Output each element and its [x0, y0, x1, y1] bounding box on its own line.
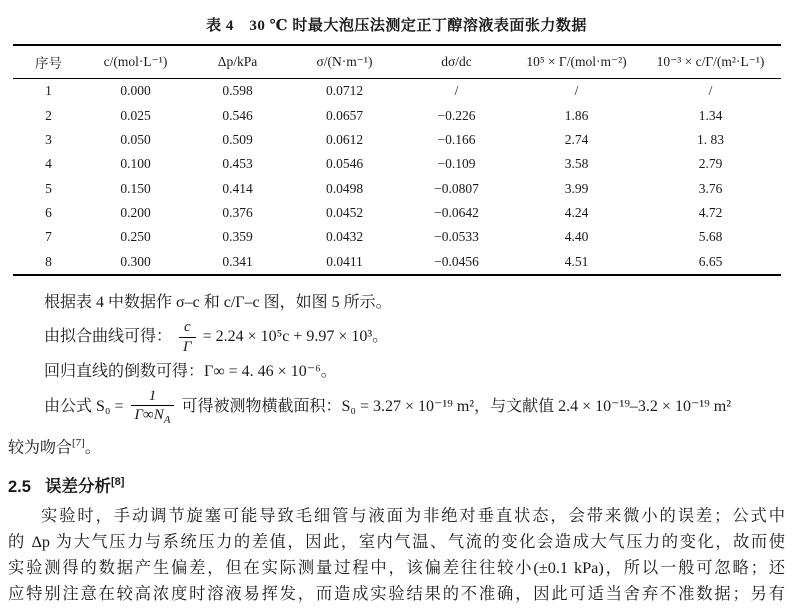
- table-cell: 4: [45, 156, 52, 172]
- table-cell: 3: [45, 131, 52, 147]
- table-cell: −0.0642: [434, 205, 479, 221]
- table-cell: −0.226: [437, 107, 476, 123]
- table-cell: 3.58: [564, 156, 589, 172]
- table-cell: 0.0432: [325, 229, 364, 245]
- paragraph-line: 的 Δp 为大气压力与系统压力的差值，因此，室内气温、气流的变化会造成大气压力的变化，故而使: [8, 532, 785, 552]
- paragraph-regression-result: 回归直线的倒数可得：Γ∞ = 4. 46 × 10⁻⁶。: [44, 362, 337, 380]
- table-cell: 1.34: [698, 107, 723, 123]
- table-cell: −0.0456: [434, 253, 479, 269]
- table-cell: 3.99: [564, 180, 589, 196]
- results-text-block: [8, 290, 785, 608]
- formula-prefix: 由公式 S₀ =: [44, 398, 124, 416]
- table-cell: 0.509: [222, 131, 253, 147]
- table-header-cell: c/(mol·L⁻¹): [85, 45, 187, 79]
- table-header-row: [13, 45, 781, 79]
- table-cell: 0.300: [120, 253, 151, 269]
- formula-cross-section: [8, 387, 785, 429]
- table-cell: −0.109: [437, 156, 476, 172]
- table-header-cell: 10⁵ × Γ/(mol·m⁻²): [513, 45, 641, 79]
- table-cell: 0.025: [120, 107, 151, 123]
- citation-8: [8]: [110, 476, 125, 489]
- formula-result: 可得被测物横截面积：S₀ = 3.27 × 10⁻¹⁹ m²，与文献值 2.4 × 10⁻¹⁹–3.2 × 10⁻¹⁹ m²: [181, 398, 732, 416]
- table-cell: 0.200: [120, 205, 151, 221]
- table-caption: 表 4 30 ℃ 时最大泡压法测定正丁醇溶液表面张力数据: [206, 18, 587, 34]
- table-row: [13, 79, 781, 104]
- table-cell: 1: [45, 83, 52, 99]
- section-number: 2.5: [8, 477, 31, 496]
- table-cell: 4.40: [564, 229, 589, 245]
- table-cell: 7: [45, 229, 52, 245]
- paragraph-figure-reference: 根据表 4 中数据作 σ–c 和 c/Γ–c 图，如图 5 所示。: [44, 294, 392, 311]
- formula-rhs: = 2.24 × 10⁵c + 9.97 × 10³。: [202, 328, 389, 346]
- table-cell: 1. 83: [697, 131, 724, 147]
- formula-fit-curve: [8, 318, 785, 357]
- table-cell: −0.166: [437, 131, 476, 147]
- table-row: [13, 201, 781, 225]
- table-row: [13, 250, 781, 275]
- fraction-denominator: Γ: [183, 338, 192, 355]
- table-cell: 0.0498: [325, 180, 364, 196]
- table-cell: 4.72: [698, 205, 723, 221]
- paragraph-literature-agreement: 较为吻合[7]。: [8, 437, 101, 457]
- table-cell: 3.76: [698, 180, 723, 196]
- table-cell: 0.341: [222, 253, 253, 269]
- table-cell: 0.359: [222, 229, 253, 245]
- table-cell: 5: [45, 180, 52, 196]
- error-analysis-paragraph: [8, 503, 785, 608]
- section-heading-error-analysis: [8, 469, 785, 500]
- paragraph-line: 实验测得的数据产生偏差，但在实际测量过程中，该偏差往往较小(±0.1 kPa)，所以一般可忽略；还: [8, 558, 785, 578]
- table-cell: −0.0807: [434, 180, 479, 196]
- fraction-numerator: 1: [131, 387, 175, 407]
- formula-prefix: 由拟合曲线可得：: [44, 328, 173, 346]
- table-row: [13, 177, 781, 201]
- table-cell: 0.0452: [325, 205, 364, 221]
- table-cell: 0.0712: [325, 83, 364, 99]
- table-cell: 0.100: [120, 156, 151, 172]
- table-cell: 0.250: [120, 229, 151, 245]
- table-cell: 5.68: [698, 229, 723, 245]
- table-cell: 2: [45, 107, 52, 123]
- fraction-one-over-gamma-na: [131, 387, 175, 429]
- fraction-c-over-gamma: [179, 318, 196, 357]
- table-header-cell: σ/(N·m⁻¹): [289, 45, 401, 79]
- table-header-cell: 10⁻³ × c/Γ/(m²·L⁻¹): [641, 45, 781, 79]
- table-cell: 0.0411: [326, 253, 363, 269]
- table-cell: 4.51: [564, 253, 589, 269]
- table-cell: 0.598: [222, 83, 253, 99]
- table-cell: 4.24: [564, 205, 589, 221]
- table-cell: 0.050: [120, 131, 151, 147]
- table-cell: 0.546: [222, 107, 253, 123]
- citation-7: [7]: [72, 437, 85, 449]
- table-cell: /: [454, 83, 459, 99]
- table-cell: 0.0546: [325, 156, 364, 172]
- table-header-cell: Δp/kPa: [187, 45, 289, 79]
- table-cell: 0.150: [120, 180, 151, 196]
- table-cell: /: [708, 83, 713, 99]
- table-row: [13, 152, 781, 176]
- paragraph-line: 实验时，手动调节旋塞可能导致毛细管与液面为非绝对垂直状态，会带来微小的误差；公式中: [41, 505, 785, 525]
- table-cell: 0.414: [222, 180, 253, 196]
- table-row: [13, 225, 781, 249]
- table-body: [13, 79, 781, 276]
- table-cell: 0.0612: [325, 131, 364, 147]
- table-row: [13, 128, 781, 152]
- table-cell: 0.000: [120, 83, 151, 99]
- table-row: [13, 103, 781, 127]
- table-cell: 0.0657: [325, 107, 364, 123]
- fraction-numerator: c: [179, 318, 196, 338]
- surface-tension-data-table: [13, 44, 781, 276]
- table-cell: 2.79: [698, 156, 723, 172]
- paragraph-line: 应特别注意在较高浓度时溶液易挥发，而造成实验结果的不准确，因此可适当舍弃不准数据；另有: [8, 584, 785, 604]
- section-title: 误差分析: [44, 477, 111, 496]
- table-cell: 8: [45, 253, 52, 269]
- table-header-cell: dσ/dc: [401, 45, 513, 79]
- table-header-cell: 序号: [13, 45, 85, 79]
- table-cell: −0.0533: [434, 229, 479, 245]
- table-cell: /: [574, 83, 579, 99]
- subscript-avogadro: A: [163, 414, 171, 427]
- table-cell: 0.453: [222, 156, 253, 172]
- table-cell: 2.74: [564, 131, 589, 147]
- table-cell: 6: [45, 205, 52, 221]
- table-cell: 0.376: [222, 205, 253, 221]
- table-cell: 6.65: [698, 253, 723, 269]
- fraction-denominator: $\Gamma\infty N_A$: [134, 407, 171, 427]
- table-cell: 1.86: [564, 107, 589, 123]
